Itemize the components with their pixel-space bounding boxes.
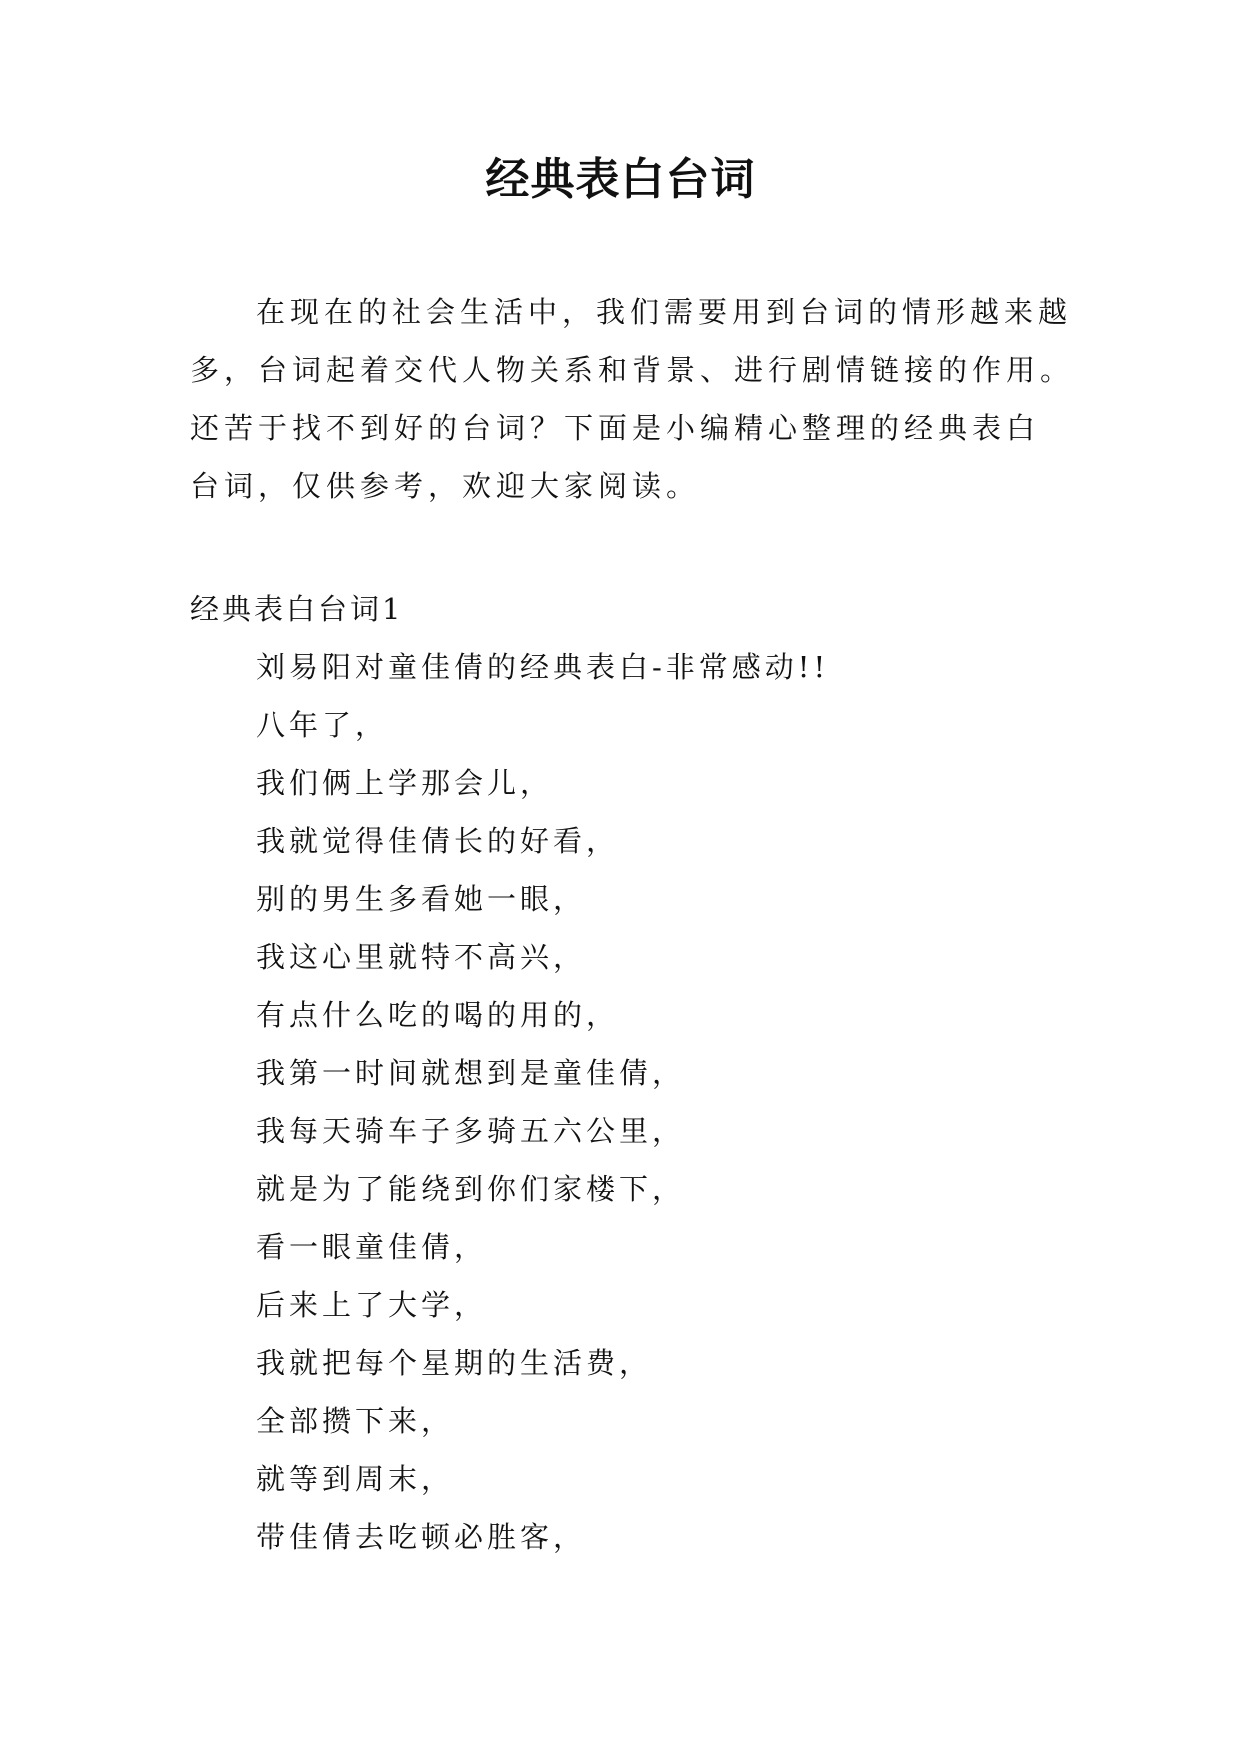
verse-line: 就是为了能绕到你们家楼下， bbox=[256, 1172, 686, 1206]
section-heading: 经典表白台词1 bbox=[190, 592, 404, 626]
verse-line: 带佳倩去吃顿必胜客， bbox=[256, 1520, 587, 1554]
verse-line: 我们俩上学那会儿， bbox=[256, 766, 554, 800]
intro-line: 还苦于找不到好的台词？下面是小编精心整理的经典表白 bbox=[190, 411, 1041, 445]
verse-line: 别的男生多看她一眼， bbox=[256, 882, 587, 916]
verse-list bbox=[256, 638, 829, 1566]
verse-line: 八年了， bbox=[256, 708, 389, 742]
intro-line: 多，台词起着交代人物关系和背景、进行剧情链接的作用。 bbox=[190, 353, 1075, 387]
document-title: 经典表白台词 bbox=[485, 154, 756, 205]
verse-line: 后来上了大学， bbox=[256, 1288, 488, 1322]
intro-line: 台词，仅供参考，欢迎大家阅读。 bbox=[190, 469, 701, 503]
verse-line: 刘易阳对童佳倩的经典表白-非常感动!! bbox=[256, 650, 830, 684]
verse-line: 我就把每个星期的生活费， bbox=[256, 1346, 653, 1380]
intro-line: 在现在的社会生活中，我们需要用到台词的情形越来越 bbox=[256, 295, 1073, 329]
intro-paragraph bbox=[190, 283, 1075, 515]
verse-line: 有点什么吃的喝的用的， bbox=[256, 998, 620, 1032]
verse-line: 看一眼童佳倩， bbox=[256, 1230, 488, 1264]
verse-line: 我第一时间就想到是童佳倩， bbox=[256, 1056, 686, 1090]
verse-line: 就等到周末， bbox=[256, 1462, 455, 1496]
verse-line: 我这心里就特不高兴， bbox=[256, 940, 587, 974]
verse-line: 我就觉得佳倩长的好看， bbox=[256, 824, 620, 858]
verse-line: 我每天骑车子多骑五六公里， bbox=[256, 1114, 686, 1148]
verse-line: 全部攒下来， bbox=[256, 1404, 455, 1438]
